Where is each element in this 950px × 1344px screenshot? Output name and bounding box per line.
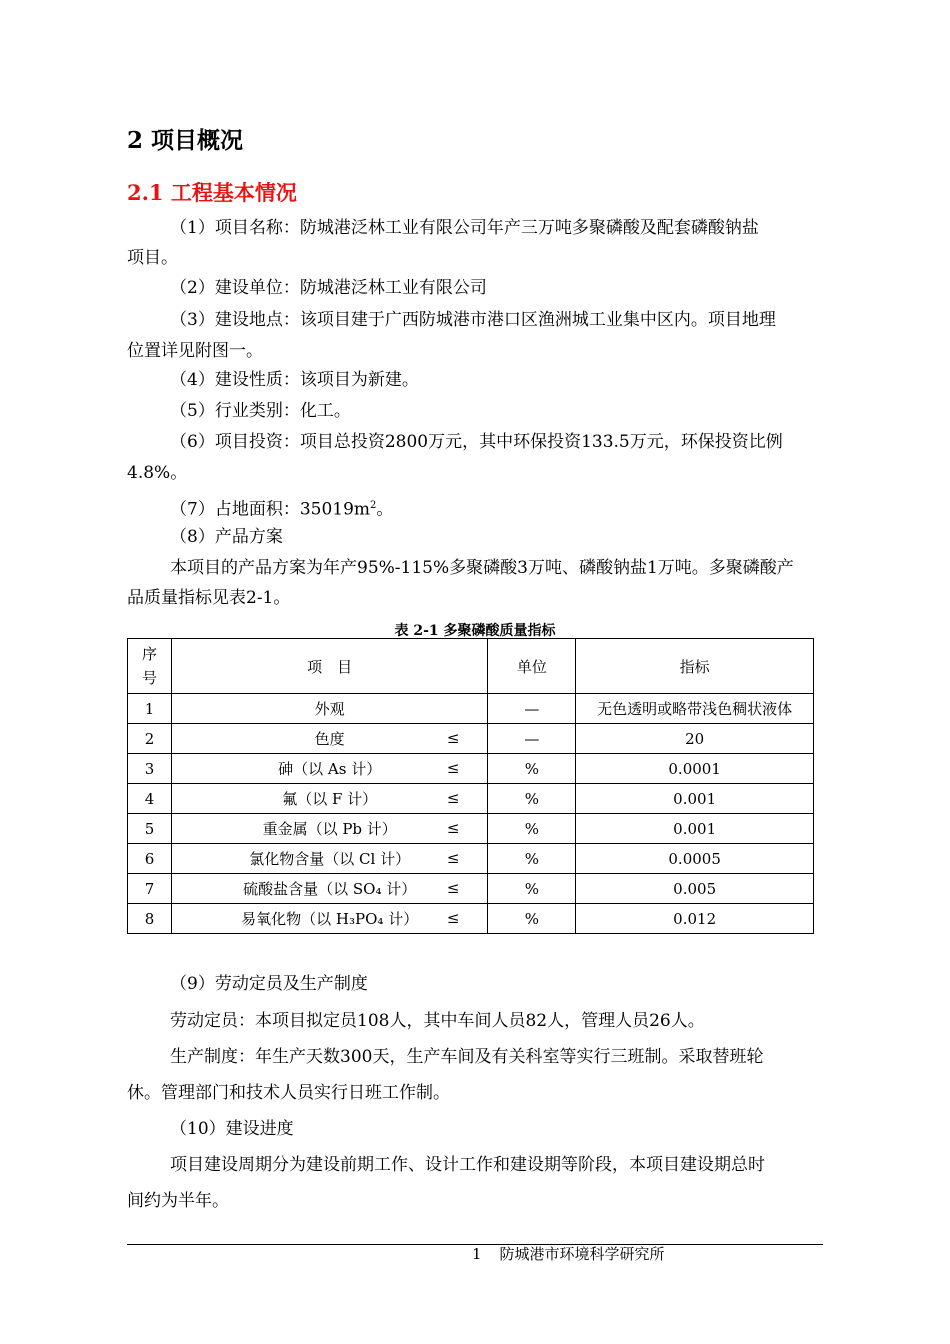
cell-item: 色度 ≤ xyxy=(171,724,488,754)
cell-value: 无色透明或略带浅色稠状液体 xyxy=(576,694,814,724)
para-line: 位置详见附图一。 xyxy=(127,341,263,361)
para-line: 生产制度：年生产天数300天，生产车间及有关科室等实行三班制。采取替班轮 xyxy=(170,1047,764,1067)
table-header-row xyxy=(128,639,814,694)
para-line: 品质量指标见表2-1。 xyxy=(127,588,291,608)
table-row xyxy=(128,904,814,934)
cell-seq: 5 xyxy=(128,814,172,844)
footer-org: 防城港市环境科学研究所 xyxy=(499,1245,665,1263)
cell-unit: % xyxy=(488,754,576,784)
cell-item: 硫酸盐含量（以 SO₄ 计） ≤ xyxy=(171,874,488,904)
cell-value: 0.012 xyxy=(576,904,814,934)
cell-unit: % xyxy=(488,844,576,874)
chapter-heading: 2 项目概况 xyxy=(127,127,244,154)
cell-item: 氯化物含量（以 Cl 计） ≤ xyxy=(171,844,488,874)
para-line: （5）行业类别：化工。 xyxy=(170,401,351,421)
para-line: （2）建设单位：防城港泛林工业有限公司 xyxy=(170,278,487,298)
para-line: 本项目的产品方案为年产95%-115%多聚磷酸3万吨、磷酸钠盐1万吨。多聚磷酸产 xyxy=(170,558,794,578)
cell-item: 氟（以 F 计） ≤ xyxy=(171,784,488,814)
para-line-area: （7）占地面积：$35019m^2$。 xyxy=(170,499,394,520)
table-row xyxy=(128,754,814,784)
cell-unit: % xyxy=(488,904,576,934)
table-row xyxy=(128,784,814,814)
cell-value: 20 xyxy=(576,724,814,754)
cell-unit: % xyxy=(488,874,576,904)
para-line: （4）建设性质：该项目为新建。 xyxy=(170,370,419,390)
para-line: 项目建设周期分为建设前期工作、设计工作和建设期等阶段，本项目建设期总时 xyxy=(170,1155,765,1175)
para-line: 项目。 xyxy=(127,248,178,268)
cell-value: 0.001 xyxy=(576,814,814,844)
para-line: 劳动定员：本项目拟定员108人，其中车间人员82人，管理人员26人。 xyxy=(170,1011,705,1031)
cell-seq: 8 xyxy=(128,904,172,934)
cell-seq: 3 xyxy=(128,754,172,784)
cell-unit: % xyxy=(488,784,576,814)
para-line: 间约为半年。 xyxy=(127,1191,229,1211)
table-row xyxy=(128,814,814,844)
cell-seq: 1 xyxy=(128,694,172,724)
para-line: 休。管理部门和技术人员实行日班工作制。 xyxy=(127,1083,450,1103)
cell-value: 0.005 xyxy=(576,874,814,904)
page-footer xyxy=(472,1244,665,1264)
cell-value: 0.001 xyxy=(576,784,814,814)
cell-value: 0.0005 xyxy=(576,844,814,874)
para-line: （6）项目投资：项目总投资2800万元，其中环保投资133.5万元，环保投资比例 xyxy=(170,432,783,452)
cell-item: 砷（以 As 计） ≤ xyxy=(171,754,488,784)
para-line: （3）建设地点：该项目建于广西防城港市港口区渔洲城工业集中区内。项目地理 xyxy=(170,310,776,330)
table-row xyxy=(128,724,814,754)
cell-item: 重金属（以 Pb 计） ≤ xyxy=(171,814,488,844)
para-line: （10）建设进度 xyxy=(170,1119,294,1139)
page-number: 1 xyxy=(472,1245,482,1263)
cell-value: 0.0001 xyxy=(576,754,814,784)
cell-unit: — xyxy=(488,694,576,724)
section-heading: 2.1 工程基本情况 xyxy=(127,180,297,205)
cell-unit: % xyxy=(488,814,576,844)
cell-item: 外观 xyxy=(171,694,488,724)
table-caption: 表 2-1 多聚磷酸质量指标 xyxy=(394,623,556,639)
para-line: （9）劳动定员及生产制度 xyxy=(170,974,368,994)
header-index: 指标 xyxy=(576,639,814,694)
header-item: 项 目 xyxy=(171,639,488,694)
table-row xyxy=(128,874,814,904)
superscript: 2 xyxy=(370,500,377,511)
header-unit: 单位 xyxy=(488,639,576,694)
para-line: （1）项目名称：防城港泛林工业有限公司年产三万吨多聚磷酸及配套磷酸钠盐 xyxy=(170,218,759,238)
cell-unit: — xyxy=(488,724,576,754)
para-line: 4.8%。 xyxy=(127,463,188,483)
table-row xyxy=(128,844,814,874)
para-line: （8）产品方案 xyxy=(170,527,283,547)
cell-seq: 4 xyxy=(128,784,172,814)
table-row xyxy=(128,694,814,724)
quality-table xyxy=(127,638,814,934)
cell-seq: 2 xyxy=(128,724,172,754)
cell-seq: 6 xyxy=(128,844,172,874)
cell-seq: 7 xyxy=(128,874,172,904)
header-seq: 序号 xyxy=(128,639,172,694)
cell-item: 易氧化物（以 H₃PO₄ 计） ≤ xyxy=(171,904,488,934)
